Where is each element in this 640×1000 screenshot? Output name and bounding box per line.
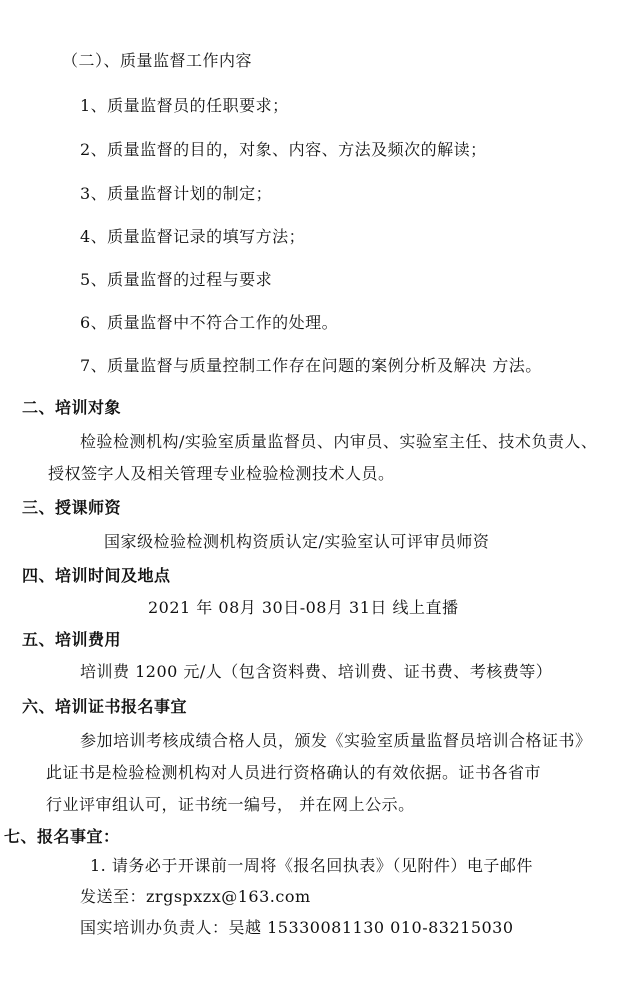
list-item: 6、质量监督中不符合工作的处理。 <box>80 313 339 332</box>
section-heading-time-location: 四、培训时间及地点 <box>22 566 171 585</box>
list-item: 2、质量监督的目的，对象、内容、方法及频次的解读； <box>80 140 487 159</box>
subsection-title: （二）、质量监督工作内容 <box>62 51 253 70</box>
list-item: 4、质量监督记录的填写方法； <box>80 227 306 246</box>
paragraph-line: 2021 年 08月 30日-08月 31日 线上直播 <box>148 598 459 617</box>
section-heading-instructors: 三、授课师资 <box>22 498 122 517</box>
list-item: 1、质量监督员的任职要求； <box>80 96 289 115</box>
paragraph-line: 授权签字人及相关管理专业检验检测技术人员。 <box>48 464 395 483</box>
section-heading-registration: 七、报名事宜： <box>4 827 120 846</box>
paragraph-line: 检验检测机构/实验室质量监督员、内审员、实验室主任、技术负责人、 <box>80 432 598 451</box>
list-item: 5、质量监督的过程与要求 <box>80 270 273 289</box>
section-heading-certificate: 六、培训证书报名事宜 <box>22 697 188 716</box>
paragraph-line: 国家级检验检测机构资质认定/实验室认可评审员师资 <box>104 532 490 551</box>
paragraph-line: 此证书是检验检测机构对人员进行资格确认的有效依据。证书各省市 <box>46 763 542 782</box>
list-item: 7、质量监督与质量控制工作存在问题的案例分析及解决 方法。 <box>80 356 542 375</box>
paragraph-line: 行业评审组认可，证书统一编号， 并在网上公示。 <box>46 795 415 814</box>
paragraph-line: 1. 请务必于开课前一周将《报名回执表》（见附件）电子邮件 <box>90 856 533 875</box>
email-line: 发送至：zrgspxzx@163.com <box>80 887 311 906</box>
paragraph-line: 培训费 1200 元/人（包含资料费、培训费、证书费、考核费等） <box>80 662 553 681</box>
section-heading-fees: 五、培训费用 <box>22 630 122 649</box>
contact-line: 国实培训办负责人：吴越 15330081130 010-83215030 <box>80 918 514 937</box>
paragraph-line: 参加培训考核成绩合格人员，颁发《实验室质量监督员培训合格证书》 <box>80 731 592 750</box>
section-heading-training-target: 二、培训对象 <box>22 398 122 417</box>
list-item: 3、质量监督计划的制定； <box>80 184 273 203</box>
